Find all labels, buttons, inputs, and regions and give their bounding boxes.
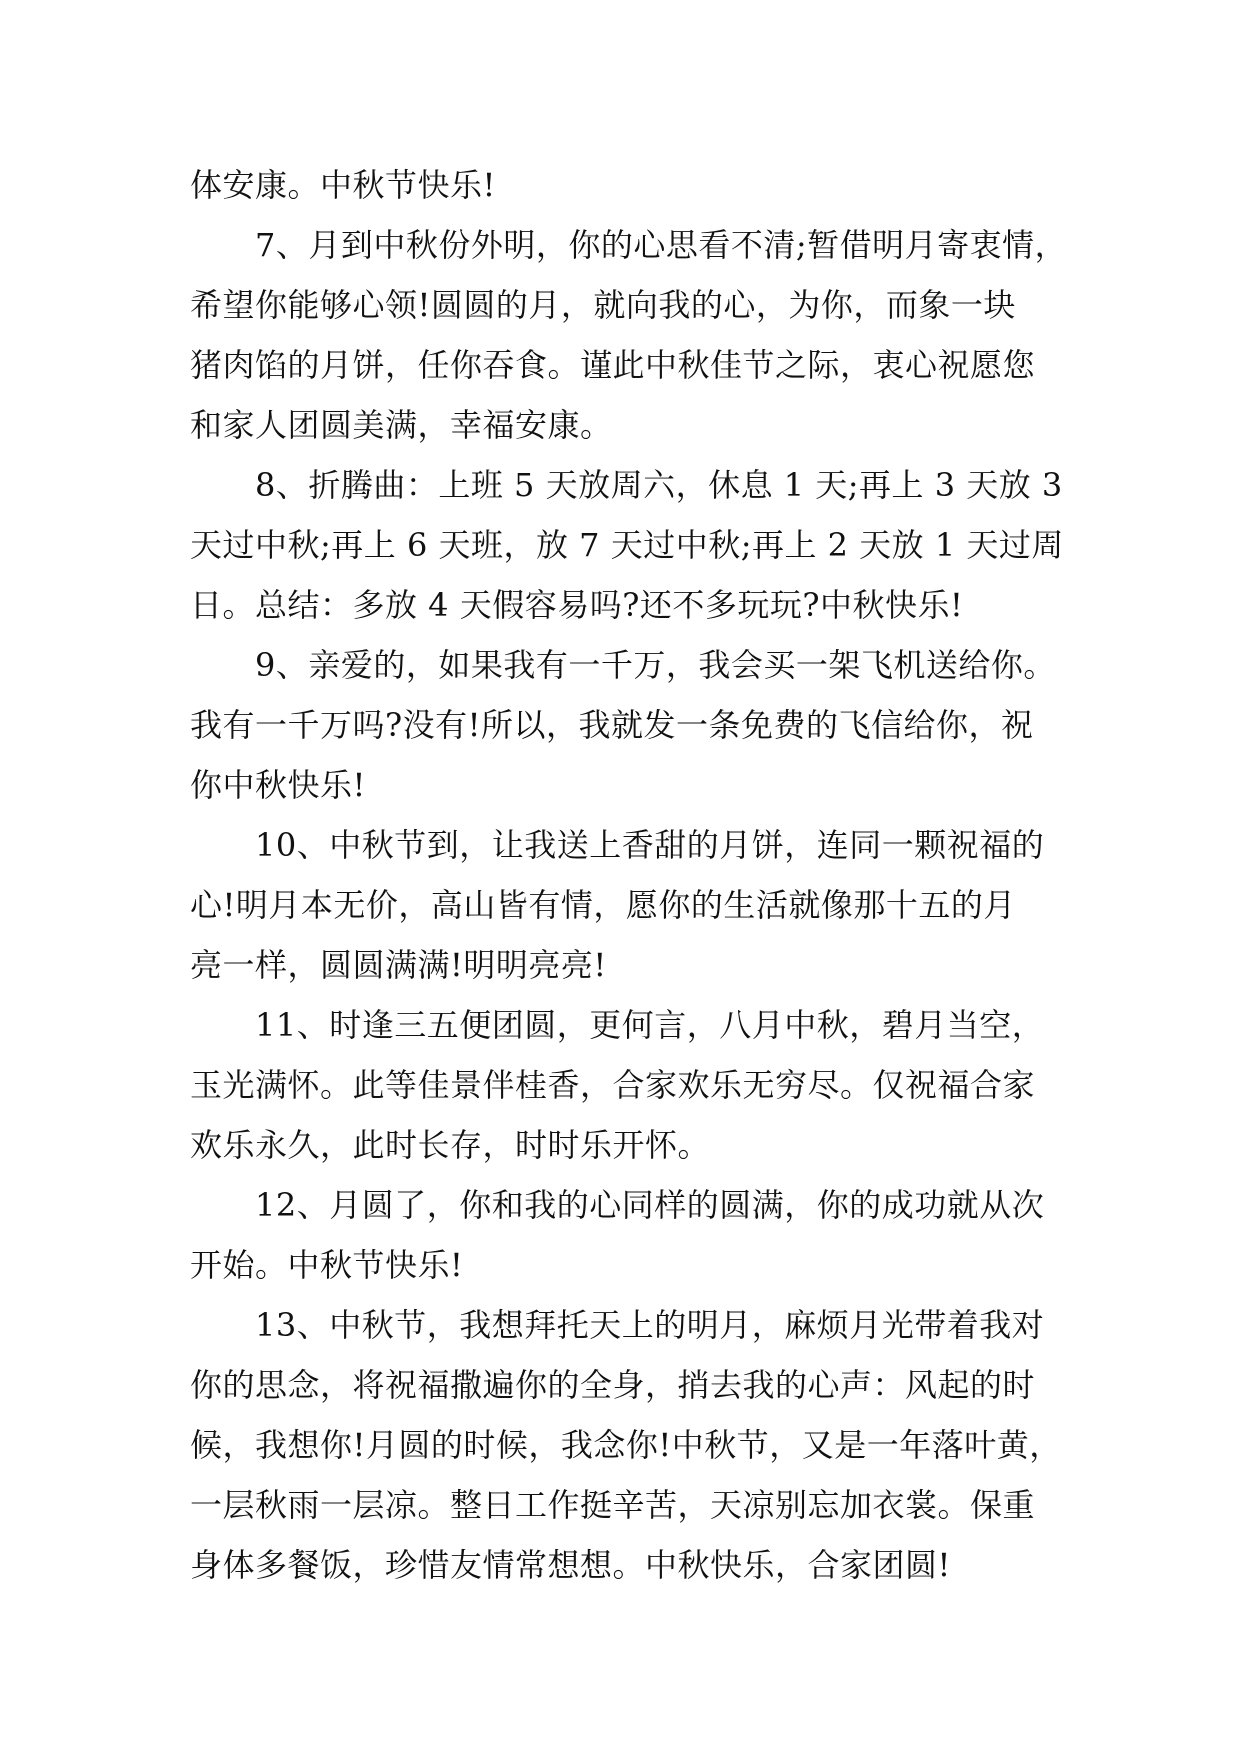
text-line: 希望你能够心领!圆圆的月，就向我的心，为你，而象一块: [190, 286, 1016, 324]
text-line: 你中秋快乐!: [190, 766, 366, 804]
text-line: 身体多餐饭，珍惜友情常想想。中秋快乐，合家团圆!: [190, 1546, 951, 1584]
text-line: 欢乐永久，此时长存，时时乐开怀。: [190, 1126, 711, 1164]
text-line: 13、中秋节，我想拜托天上的明月，麻烦月光带着我对: [255, 1306, 1045, 1344]
text-line: 你的思念，将祝福撒遍你的全身，捎去我的心声：风起的时: [190, 1366, 1036, 1404]
text-line: 体安康。中秋节快乐!: [190, 166, 496, 204]
text-line: 7、月到中秋份外明，你的心思看不清;暂借明月寄衷情，: [255, 226, 1068, 264]
text-line: 一层秋雨一层凉。整日工作挺辛苦，天凉别忘加衣裳。保重: [190, 1486, 1036, 1524]
text-line: 8、折腾曲：上班 5 天放周六，休息 1 天;再上 3 天放 3: [255, 466, 1063, 504]
text-line: 12、月圆了，你和我的心同样的圆满，你的成功就从次: [255, 1186, 1045, 1224]
text-line: 10、中秋节到，让我送上香甜的月饼，连同一颗祝福的: [255, 826, 1045, 864]
text-line: 候，我想你!月圆的时候，我念你!中秋节，又是一年落叶黄，: [190, 1426, 1062, 1464]
text-line: 猪肉馅的月饼，任你吞食。谨此中秋佳节之际，衷心祝愿您: [190, 346, 1036, 384]
text-line: 日。总结：多放 4 天假容易吗?还不多玩玩?中秋快乐!: [190, 586, 964, 624]
text-line: 和家人团圆美满，幸福安康。: [190, 406, 613, 444]
text-line: 我有一千万吗?没有!所以，我就发一条免费的飞信给你，祝: [190, 706, 1034, 744]
text-line: 11、时逢三五便团圆，更何言，八月中秋，碧月当空，: [255, 1006, 1045, 1044]
text-line: 玉光满怀。此等佳景伴桂香，合家欢乐无穷尽。仅祝福合家: [190, 1066, 1036, 1104]
text-line: 亮一样，圆圆满满!明明亮亮!: [190, 946, 607, 984]
text-line: 开始。中秋节快乐!: [190, 1246, 464, 1284]
text-line: 9、亲爱的，如果我有一千万，我会买一架飞机送给你。: [255, 646, 1056, 684]
text-line: 心!明月本无价，高山皆有情，愿你的生活就像那十五的月: [190, 886, 1016, 924]
text-line: 天过中秋;再上 6 天班，放 7 天过中秋;再上 2 天放 1 天过周: [190, 526, 1064, 564]
